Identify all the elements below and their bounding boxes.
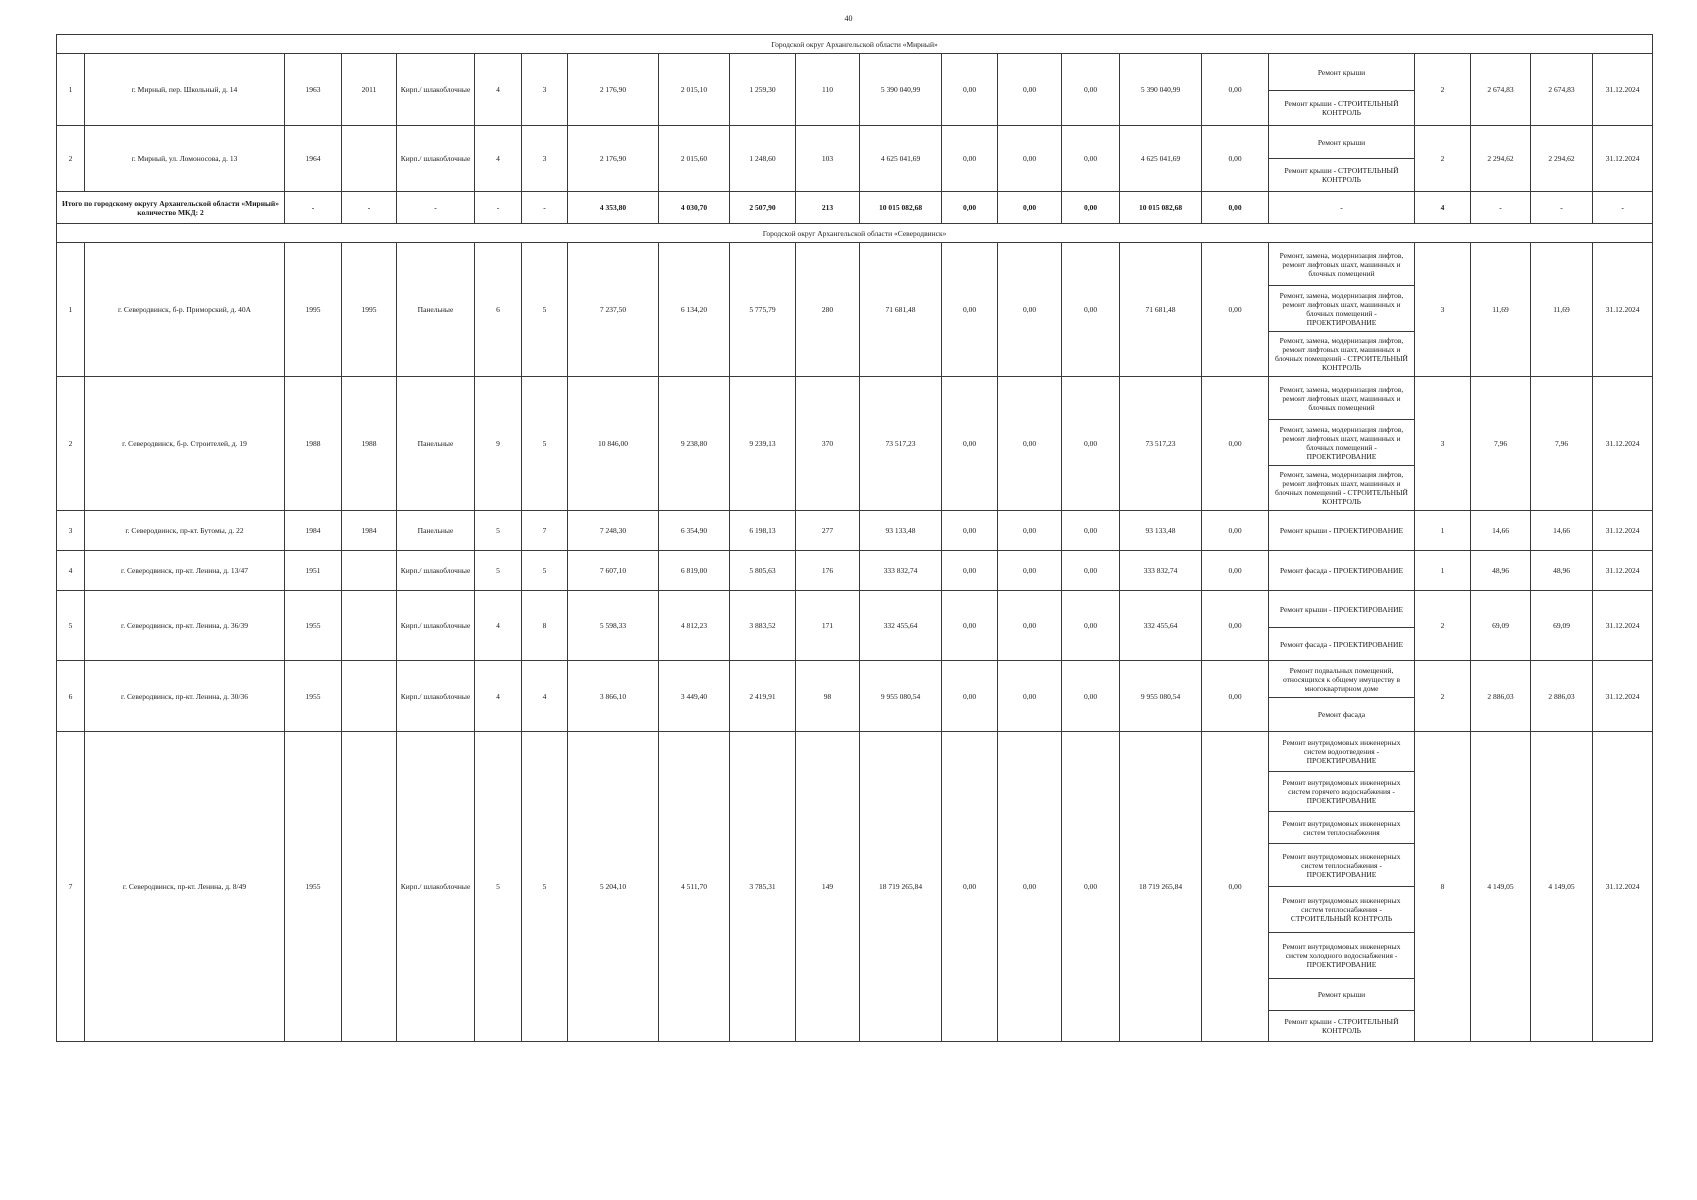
- other-funds: 0,00: [1202, 377, 1269, 511]
- building-address: г. Северодвинск, пр-кт. Ленина, д. 13/47: [85, 551, 285, 591]
- fund-amount: 0,00: [942, 54, 998, 126]
- deadline: 31.12.2024: [1593, 377, 1653, 511]
- total-area: 5 598,33: [568, 591, 659, 661]
- regional-budget: 0,00: [998, 54, 1062, 126]
- work-type: Ремонт крыши: [1269, 54, 1415, 91]
- limit-cost: 14,66: [1531, 511, 1593, 551]
- work-type: Ремонт, замена, модернизация лифтов, ремонт лифтовых шахт, машинных и блочных помещений: [1269, 243, 1415, 286]
- year-built: 1951: [285, 551, 342, 591]
- deadline: 31.12.2024: [1593, 511, 1653, 551]
- total-cost: 4 625 041,69: [860, 126, 942, 192]
- residents-count: 176: [796, 551, 860, 591]
- work-type: Ремонт внутридомовых инженерных систем водоотведения - ПРОЕКТИРОВАНИЕ: [1269, 732, 1415, 772]
- total-cost: 9 955 080,54: [860, 661, 942, 732]
- total-owners: 10 015 082,68: [1120, 192, 1202, 224]
- premises-area: 3 449,40: [659, 661, 730, 732]
- floors-count: 4: [475, 54, 522, 126]
- floors-count: 4: [475, 591, 522, 661]
- regional-budget: 0,00: [998, 377, 1062, 511]
- fund-amount: 0,00: [942, 661, 998, 732]
- work-type: Ремонт подвальных помещений, относящихся к общему имуществу в многоквартирном доме: [1269, 661, 1415, 698]
- building-number: 1: [57, 243, 85, 377]
- wall-material: Панельные: [397, 511, 475, 551]
- year-last-repair: [342, 551, 397, 591]
- section-header-row: [57, 224, 1653, 243]
- unit-cost: 7,96: [1471, 377, 1531, 511]
- building-address: г. Северодвинск, б-р. Строителей, д. 19: [85, 377, 285, 511]
- works-count: 2: [1415, 661, 1471, 732]
- wall-material: Кирп./ шлакоблочные: [397, 591, 475, 661]
- work-type: Ремонт фасада - ПРОЕКТИРОВАНИЕ: [1269, 551, 1415, 591]
- section-title: Городской округ Архангельской области «Мирный»: [57, 35, 1653, 54]
- total-cost: 333 832,74: [860, 551, 942, 591]
- work-type: Ремонт фасада - ПРОЕКТИРОВАНИЕ: [1269, 628, 1415, 661]
- building-address: г. Мирный, ул. Ломоносова, д. 13: [85, 126, 285, 192]
- regional-budget: 0,00: [998, 591, 1062, 661]
- year-last-repair: 1984: [342, 511, 397, 551]
- total-area: 7 248,30: [568, 511, 659, 551]
- entrances-count: 5: [522, 377, 568, 511]
- unit-cost: 2 674,83: [1471, 54, 1531, 126]
- other-funds: 0,00: [1202, 732, 1269, 1042]
- year-built: 1988: [285, 377, 342, 511]
- building-number: 1: [57, 54, 85, 126]
- total-dash: -: [1593, 192, 1653, 224]
- work-type: Ремонт, замена, модернизация лифтов, ремонт лифтовых шахт, машинных и блочных помещений - СТРОИТЕЛЬНЫЙ КОНТРОЛЬ: [1269, 332, 1415, 377]
- total-area: 7 607,10: [568, 551, 659, 591]
- unit-cost: 48,96: [1471, 551, 1531, 591]
- work-type: Ремонт, замена, модернизация лифтов, ремонт лифтовых шахт, машинных и блочных помещений - ПРОЕКТИРОВАНИЕ: [1269, 286, 1415, 332]
- work-type: Ремонт, замена, модернизация лифтов, ремонт лифтовых шахт, машинных и блочных помещений: [1269, 377, 1415, 420]
- work-type: Ремонт внутридомовых инженерных систем теплоснабжения - ПРОЕКТИРОВАНИЕ: [1269, 844, 1415, 887]
- entrances-count: 5: [522, 243, 568, 377]
- entrances-count: 7: [522, 511, 568, 551]
- owners-funds: 333 832,74: [1120, 551, 1202, 591]
- table-row: [57, 54, 1653, 91]
- living-area: 5 805,63: [730, 551, 796, 591]
- fund-amount: 0,00: [942, 732, 998, 1042]
- works-count: 2: [1415, 126, 1471, 192]
- work-type: Ремонт крыши: [1269, 979, 1415, 1011]
- local-budget: 0,00: [1062, 591, 1120, 661]
- total-label: Итого по городскому округу Архангельской области «Мирный» количество МКД: 2: [57, 192, 285, 224]
- local-budget: 0,00: [1062, 126, 1120, 192]
- unit-cost: 14,66: [1471, 511, 1531, 551]
- floors-count: 5: [475, 511, 522, 551]
- table-row: [57, 126, 1653, 159]
- total-dash: -: [342, 192, 397, 224]
- building-address: г. Северодвинск, пр-кт. Ленина, д. 8/49: [85, 732, 285, 1042]
- unit-cost: 69,09: [1471, 591, 1531, 661]
- fund-amount: 0,00: [942, 591, 998, 661]
- other-funds: 0,00: [1202, 661, 1269, 732]
- premises-area: 4 812,23: [659, 591, 730, 661]
- total-dash: -: [475, 192, 522, 224]
- total-dash: -: [285, 192, 342, 224]
- total-dash: -: [1531, 192, 1593, 224]
- year-built: 1955: [285, 661, 342, 732]
- owners-funds: 4 625 041,69: [1120, 126, 1202, 192]
- deadline: 31.12.2024: [1593, 732, 1653, 1042]
- wall-material: Панельные: [397, 243, 475, 377]
- total-area: 7 237,50: [568, 243, 659, 377]
- total-fund-b: 0,00: [998, 192, 1062, 224]
- limit-cost: 11,69: [1531, 243, 1593, 377]
- work-type: Ремонт, замена, модернизация лифтов, ремонт лифтовых шахт, машинных и блочных помещений - ПРОЕКТИРОВАНИЕ: [1269, 420, 1415, 466]
- premises-area: 6 819,00: [659, 551, 730, 591]
- repair-program-table: [56, 34, 1653, 1042]
- table-row: [57, 732, 1653, 772]
- wall-material: Кирп./ шлакоблочные: [397, 661, 475, 732]
- wall-material: Панельные: [397, 377, 475, 511]
- other-funds: 0,00: [1202, 591, 1269, 661]
- total-area: 3 866,10: [568, 661, 659, 732]
- total-area-total: 4 353,80: [568, 192, 659, 224]
- year-built: 1964: [285, 126, 342, 192]
- owners-funds: 73 517,23: [1120, 377, 1202, 511]
- deadline: 31.12.2024: [1593, 54, 1653, 126]
- local-budget: 0,00: [1062, 661, 1120, 732]
- owners-funds: 5 390 040,99: [1120, 54, 1202, 126]
- residents-count: 103: [796, 126, 860, 192]
- year-built: 1955: [285, 732, 342, 1042]
- total-cost: 5 390 040,99: [860, 54, 942, 126]
- total-cost: 18 719 265,84: [860, 732, 942, 1042]
- total-area: 5 204,10: [568, 732, 659, 1042]
- entrances-count: 8: [522, 591, 568, 661]
- table-row: [57, 511, 1653, 551]
- year-built: 1995: [285, 243, 342, 377]
- limit-cost: 69,09: [1531, 591, 1593, 661]
- works-count: 1: [1415, 511, 1471, 551]
- total-area: 2 176,90: [568, 54, 659, 126]
- total-area: 2 176,90: [568, 126, 659, 192]
- year-built: 1984: [285, 511, 342, 551]
- wall-material: Кирп./ шлакоблочные: [397, 54, 475, 126]
- total-dash: -: [397, 192, 475, 224]
- regional-budget: 0,00: [998, 126, 1062, 192]
- works-count: 1: [1415, 551, 1471, 591]
- work-type: Ремонт крыши - СТРОИТЕЛЬНЫЙ КОНТРОЛЬ: [1269, 159, 1415, 192]
- regional-budget: 0,00: [998, 243, 1062, 377]
- work-type: Ремонт внутридомовых инженерных систем холодного водоснабжения - ПРОЕКТИРОВАНИЕ: [1269, 933, 1415, 979]
- work-type: Ремонт, замена, модернизация лифтов, ремонт лифтовых шахт, машинных и блочных помещений - СТРОИТЕЛЬНЫЙ КОНТРОЛЬ: [1269, 466, 1415, 511]
- local-budget: 0,00: [1062, 54, 1120, 126]
- work-type: Ремонт крыши: [1269, 126, 1415, 159]
- living-area: 9 239,13: [730, 377, 796, 511]
- fund-amount: 0,00: [942, 551, 998, 591]
- other-funds: 0,00: [1202, 551, 1269, 591]
- owners-funds: 93 133,48: [1120, 511, 1202, 551]
- total-cost: 73 517,23: [860, 377, 942, 511]
- building-address: г. Северодвинск, пр-кт. Ленина, д. 36/39: [85, 591, 285, 661]
- year-built: 1955: [285, 591, 342, 661]
- floors-count: 5: [475, 732, 522, 1042]
- year-built: 1963: [285, 54, 342, 126]
- other-funds: 0,00: [1202, 511, 1269, 551]
- living-area: 5 775,79: [730, 243, 796, 377]
- building-number: 2: [57, 126, 85, 192]
- floors-count: 4: [475, 661, 522, 732]
- deadline: 31.12.2024: [1593, 243, 1653, 377]
- regional-budget: 0,00: [998, 511, 1062, 551]
- section-title: Городской округ Архангельской области «Северодвинск»: [57, 224, 1653, 243]
- deadline: 31.12.2024: [1593, 126, 1653, 192]
- building-address: г. Северодвинск, пр-кт. Ленина, д. 30/36: [85, 661, 285, 732]
- premises-area: 2 015,60: [659, 126, 730, 192]
- year-last-repair: 1988: [342, 377, 397, 511]
- building-number: 4: [57, 551, 85, 591]
- deadline: 31.12.2024: [1593, 591, 1653, 661]
- regional-budget: 0,00: [998, 551, 1062, 591]
- limit-cost: 2 886,03: [1531, 661, 1593, 732]
- residents-count: 280: [796, 243, 860, 377]
- entrances-count: 3: [522, 126, 568, 192]
- owners-funds: 71 681,48: [1120, 243, 1202, 377]
- total-dash: -: [1269, 192, 1415, 224]
- other-funds: 0,00: [1202, 243, 1269, 377]
- total-area-living: 2 507,90: [730, 192, 796, 224]
- year-last-repair: [342, 591, 397, 661]
- living-area: 3 785,31: [730, 732, 796, 1042]
- wall-material: Кирп./ шлакоблочные: [397, 551, 475, 591]
- local-budget: 0,00: [1062, 377, 1120, 511]
- works-count: 2: [1415, 54, 1471, 126]
- other-funds: 0,00: [1202, 126, 1269, 192]
- total-area-premises: 4 030,70: [659, 192, 730, 224]
- living-area: 6 198,13: [730, 511, 796, 551]
- regional-budget: 0,00: [998, 732, 1062, 1042]
- table-row: [57, 591, 1653, 628]
- year-last-repair: [342, 732, 397, 1042]
- total-cost-total: 10 015 082,68: [860, 192, 942, 224]
- total-cost: 71 681,48: [860, 243, 942, 377]
- total-area: 10 846,00: [568, 377, 659, 511]
- owners-funds: 9 955 080,54: [1120, 661, 1202, 732]
- residents-count: 98: [796, 661, 860, 732]
- premises-area: 2 015,10: [659, 54, 730, 126]
- premises-area: 9 238,80: [659, 377, 730, 511]
- residents-count: 171: [796, 591, 860, 661]
- table-row: [57, 377, 1653, 420]
- floors-count: 6: [475, 243, 522, 377]
- building-number: 2: [57, 377, 85, 511]
- works-count: 8: [1415, 732, 1471, 1042]
- works-count: 3: [1415, 377, 1471, 511]
- building-address: г. Мирный, пер. Школьный, д. 14: [85, 54, 285, 126]
- work-type: Ремонт крыши - СТРОИТЕЛЬНЫЙ КОНТРОЛЬ: [1269, 1011, 1415, 1042]
- fund-amount: 0,00: [942, 126, 998, 192]
- limit-cost: 7,96: [1531, 377, 1593, 511]
- total-cost: 93 133,48: [860, 511, 942, 551]
- work-type: Ремонт крыши - ПРОЕКТИРОВАНИЕ: [1269, 591, 1415, 628]
- premises-area: 6 134,20: [659, 243, 730, 377]
- deadline: 31.12.2024: [1593, 661, 1653, 732]
- work-type: Ремонт внутридомовых инженерных систем горячего водоснабжения - ПРОЕКТИРОВАНИЕ: [1269, 772, 1415, 812]
- premises-area: 6 354,90: [659, 511, 730, 551]
- building-address: г. Северодвинск, пр-кт. Бутомы, д. 22: [85, 511, 285, 551]
- residents-count: 370: [796, 377, 860, 511]
- table-row: [57, 661, 1653, 698]
- total-row: [57, 192, 1653, 224]
- living-area: 1 248,60: [730, 126, 796, 192]
- total-dash: -: [522, 192, 568, 224]
- total-dash: -: [1471, 192, 1531, 224]
- work-type: Ремонт внутридомовых инженерных систем теплоснабжения - СТРОИТЕЛЬНЫЙ КОНТРОЛЬ: [1269, 887, 1415, 933]
- floors-count: 4: [475, 126, 522, 192]
- entrances-count: 4: [522, 661, 568, 732]
- building-address: г. Северодвинск, б-р. Приморский, д. 40А: [85, 243, 285, 377]
- works-count: 2: [1415, 591, 1471, 661]
- year-last-repair: [342, 126, 397, 192]
- entrances-count: 5: [522, 551, 568, 591]
- entrances-count: 3: [522, 54, 568, 126]
- unit-cost: 4 149,05: [1471, 732, 1531, 1042]
- deadline: 31.12.2024: [1593, 551, 1653, 591]
- residents-count: 110: [796, 54, 860, 126]
- limit-cost: 2 294,62: [1531, 126, 1593, 192]
- entrances-count: 5: [522, 732, 568, 1042]
- year-last-repair: [342, 661, 397, 732]
- total-other: 0,00: [1202, 192, 1269, 224]
- work-type: Ремонт внутридомовых инженерных систем теплоснабжения: [1269, 812, 1415, 844]
- limit-cost: 4 149,05: [1531, 732, 1593, 1042]
- work-type: Ремонт крыши - ПРОЕКТИРОВАНИЕ: [1269, 511, 1415, 551]
- section-header-row: [57, 35, 1653, 54]
- unit-cost: 2 886,03: [1471, 661, 1531, 732]
- total-residents: 213: [796, 192, 860, 224]
- other-funds: 0,00: [1202, 54, 1269, 126]
- table-row: [57, 243, 1653, 286]
- year-last-repair: 1995: [342, 243, 397, 377]
- regional-budget: 0,00: [998, 661, 1062, 732]
- work-type: Ремонт крыши - СТРОИТЕЛЬНЫЙ КОНТРОЛЬ: [1269, 91, 1415, 126]
- fund-amount: 0,00: [942, 377, 998, 511]
- wall-material: Кирп./ шлакоблочные: [397, 732, 475, 1042]
- residents-count: 149: [796, 732, 860, 1042]
- local-budget: 0,00: [1062, 243, 1120, 377]
- limit-cost: 48,96: [1531, 551, 1593, 591]
- total-fund-c: 0,00: [1062, 192, 1120, 224]
- total-cost: 332 455,64: [860, 591, 942, 661]
- local-budget: 0,00: [1062, 732, 1120, 1042]
- year-last-repair: 2011: [342, 54, 397, 126]
- works-count: 3: [1415, 243, 1471, 377]
- living-area: 3 883,52: [730, 591, 796, 661]
- table-row: [57, 551, 1653, 591]
- owners-funds: 18 719 265,84: [1120, 732, 1202, 1042]
- building-number: 3: [57, 511, 85, 551]
- total-fund-a: 0,00: [942, 192, 998, 224]
- owners-funds: 332 455,64: [1120, 591, 1202, 661]
- page-number: 40: [844, 14, 853, 23]
- wall-material: Кирп./ шлакоблочные: [397, 126, 475, 192]
- floors-count: 9: [475, 377, 522, 511]
- unit-cost: 11,69: [1471, 243, 1531, 377]
- residents-count: 277: [796, 511, 860, 551]
- building-number: 7: [57, 732, 85, 1042]
- floors-count: 5: [475, 551, 522, 591]
- local-budget: 0,00: [1062, 511, 1120, 551]
- local-budget: 0,00: [1062, 551, 1120, 591]
- limit-cost: 2 674,83: [1531, 54, 1593, 126]
- total-works-count: 4: [1415, 192, 1471, 224]
- fund-amount: 0,00: [942, 243, 998, 377]
- building-number: 5: [57, 591, 85, 661]
- unit-cost: 2 294,62: [1471, 126, 1531, 192]
- living-area: 1 259,30: [730, 54, 796, 126]
- work-type: Ремонт фасада: [1269, 698, 1415, 732]
- fund-amount: 0,00: [942, 511, 998, 551]
- building-number: 6: [57, 661, 85, 732]
- living-area: 2 419,91: [730, 661, 796, 732]
- premises-area: 4 511,70: [659, 732, 730, 1042]
